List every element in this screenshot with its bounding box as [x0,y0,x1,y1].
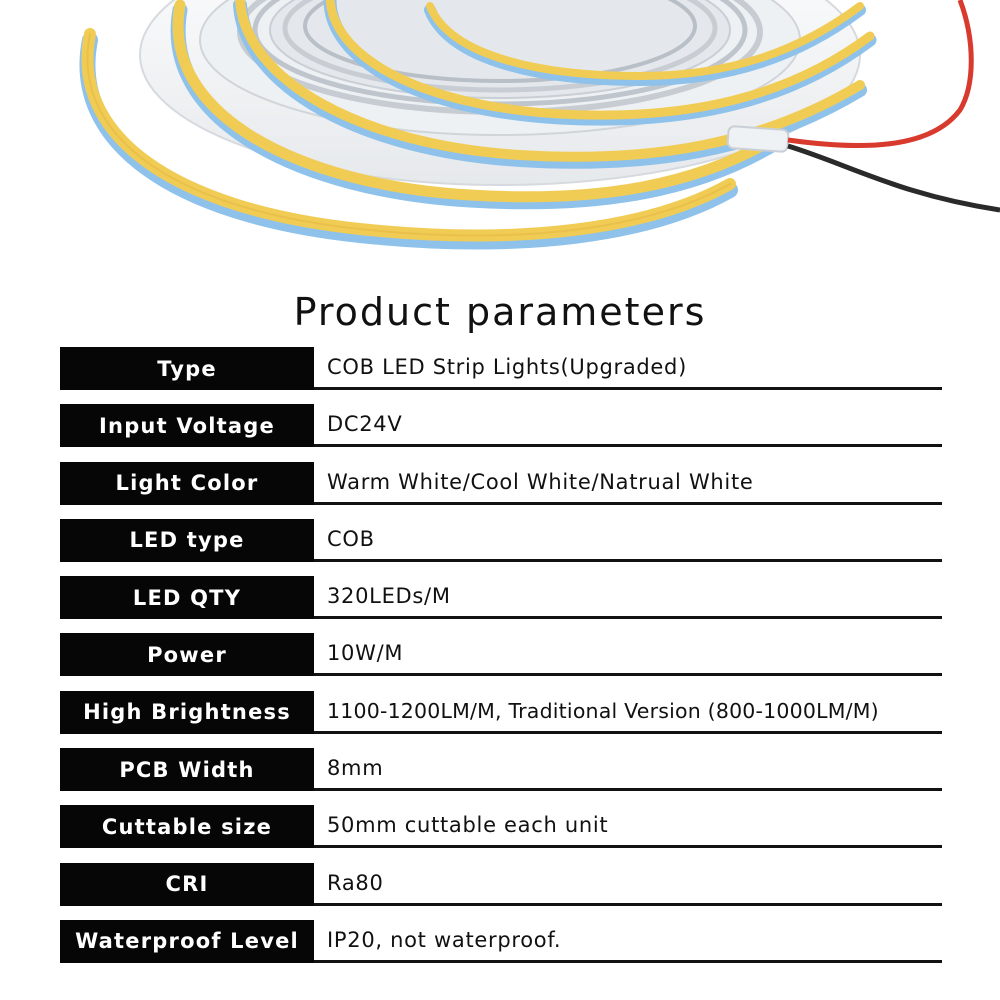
parameter-row-power [60,633,942,676]
parameter-value-cell [314,404,942,447]
parameter-value: COB LED Strip Lights(Upgraded) [327,355,687,379]
parameter-row-waterproof-level [60,920,942,963]
page-title: Product parameters [293,290,707,334]
parameter-value-cell [314,576,942,619]
parameter-row-led-qty [60,576,942,619]
parameter-label: Input Voltage [60,404,314,447]
parameter-label: High Brightness [60,691,314,734]
parameter-label: Waterproof Level [60,920,314,963]
parameter-label: LED QTY [60,576,314,619]
parameter-value: COB [327,526,375,551]
parameter-value: 10W/M [327,641,404,666]
parameter-value-cell [314,691,942,734]
parameter-row-high-brightness [60,691,942,734]
parameter-label: Power [60,633,314,676]
parameter-value-cell [314,347,942,390]
parameter-value-cell [314,633,942,676]
parameters-table [60,347,942,963]
parameter-value: 8mm [327,756,384,781]
parameter-row-type [60,347,942,390]
parameter-label: Light Color [60,462,314,505]
parameter-label: LED type [60,519,314,562]
parameter-row-pcb-width [60,748,942,791]
parameter-label: Cuttable size [60,805,314,848]
parameter-value: IP20, not waterproof. [327,927,562,952]
parameter-value-cell [314,519,942,562]
parameter-value: 320LEDs/M [327,584,451,609]
parameter-value-cell [314,805,942,848]
parameter-value-cell [314,748,942,791]
parameter-value: DC24V [327,412,403,437]
led-strip-reel-illustration [0,0,1000,285]
parameter-value-cell [314,863,942,906]
parameter-value: Ra80 [327,870,384,895]
parameter-label: Type [60,347,314,390]
parameter-label: PCB Width [60,748,314,791]
parameter-value: Warm White/Cool White/Natrual White [327,469,754,494]
parameter-row-cri [60,863,942,906]
parameter-value: 50mm cuttable each unit [327,813,609,838]
parameter-row-led-type [60,519,942,562]
parameter-label: CRI [60,863,314,906]
product-photo [0,0,1000,285]
parameter-row-cuttable-size [60,805,942,848]
parameter-row-input-voltage [60,404,942,447]
parameter-value: 1100-1200LM/M, Traditional Version (800-1000LM/M) [327,698,879,723]
parameter-row-light-color [60,462,942,505]
parameter-value-cell [314,462,942,505]
parameter-value-cell [314,920,942,963]
